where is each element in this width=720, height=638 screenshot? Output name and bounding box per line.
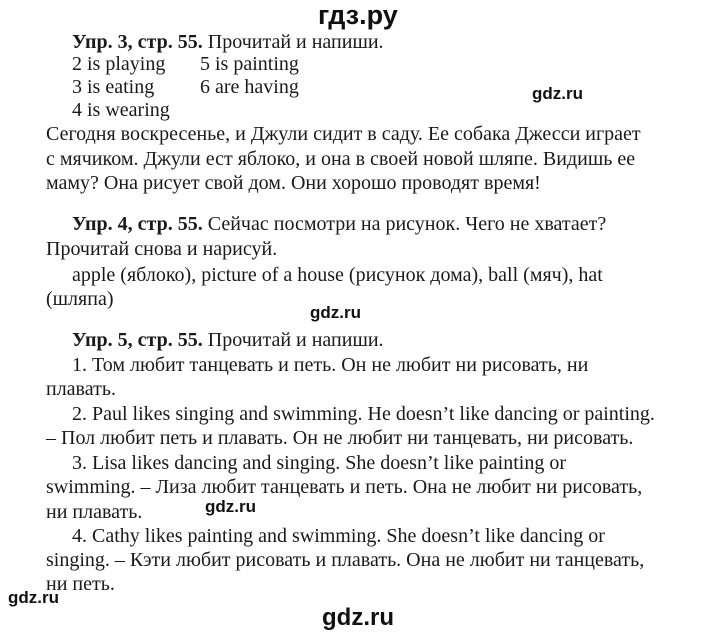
ex5-line-8: 4. Cathy likes painting and swimming. She doesn’t like dancing or	[72, 525, 605, 547]
ex3-title: Упр. 3, стр. 55.	[72, 31, 203, 53]
ex4-title: Упр. 4, стр. 55.	[72, 213, 203, 235]
ex5-line-4: – Пол любит петь и плавать. Он не любит ни танцевать, ни рисовать.	[46, 427, 634, 449]
ex3-answer-2: 5 is painting	[200, 53, 299, 75]
ex5-line-3: 2. Paul likes singing and swimming. He doesn’t like dancing or painting.	[72, 403, 655, 425]
ex5-line-9: singing. – Кэти любит рисовать и плавать. Она не любит ни танцевать,	[46, 549, 645, 571]
ex5-line-1: 1. Том любит танцевать и петь. Он не любит ни рисовать, ни	[72, 354, 589, 376]
ex4-answer-line-2: (шляпа)	[46, 288, 114, 310]
header-watermark: гдз.ру	[318, 0, 398, 30]
ex5-line-10: ни петь.	[46, 573, 115, 595]
ex3-answer-3: 3 is eating	[72, 76, 155, 98]
ex5-task: Прочитай и напиши.	[207, 329, 384, 351]
ex4-answer-line-1: apple (яблоко), picture of a house (рисунок дома), ball (мяч), hat	[72, 264, 603, 286]
watermark-2: gdz.ru	[310, 303, 361, 322]
ex4-heading	[72, 212, 606, 236]
ex5-line-5: 3. Lisa likes dancing and singing. She doesn’t like painting or	[72, 452, 567, 474]
ex3-translation-line-3: маму? Она рисует свой дом. Они хорошо проводят время!	[46, 172, 541, 194]
watermark-4: gdz.ru	[8, 588, 59, 607]
ex3-answer-5: 4 is wearing	[72, 99, 170, 121]
ex4-task: Сейчас посмотри на рисунок. Чего не хватает?	[207, 213, 607, 235]
ex3-answer-4: 6 are having	[200, 76, 299, 98]
ex5-line-7: ни плавать.	[46, 501, 143, 523]
watermark-3: gdz.ru	[205, 497, 256, 516]
ex3-task: Прочитай и напиши.	[207, 31, 384, 53]
ex3-translation-line-2: с мячиком. Джули ест яблоко, и она в своей новой шляпе. Видишь ее	[46, 148, 636, 170]
ex3-answer-1: 2 is playing	[72, 53, 166, 75]
ex5-line-6: swimming. – Лиза любит танцевать и петь. Она не любит ни рисовать,	[46, 476, 643, 498]
ex5-heading	[72, 328, 384, 352]
ex3-heading	[72, 30, 384, 54]
ex3-translation-line-1: Сегодня воскресенье, и Джули сидит в саду. Ее собака Джесси играет	[46, 123, 641, 145]
ex4-task-line-2: Прочитай снова и нарисуй.	[46, 238, 278, 260]
ex5-line-2: плавать.	[46, 378, 116, 400]
watermark-1: gdz.ru	[532, 84, 583, 103]
footer-watermark: gdz.ru	[322, 604, 394, 631]
ex5-title: Упр. 5, стр. 55.	[72, 329, 203, 351]
